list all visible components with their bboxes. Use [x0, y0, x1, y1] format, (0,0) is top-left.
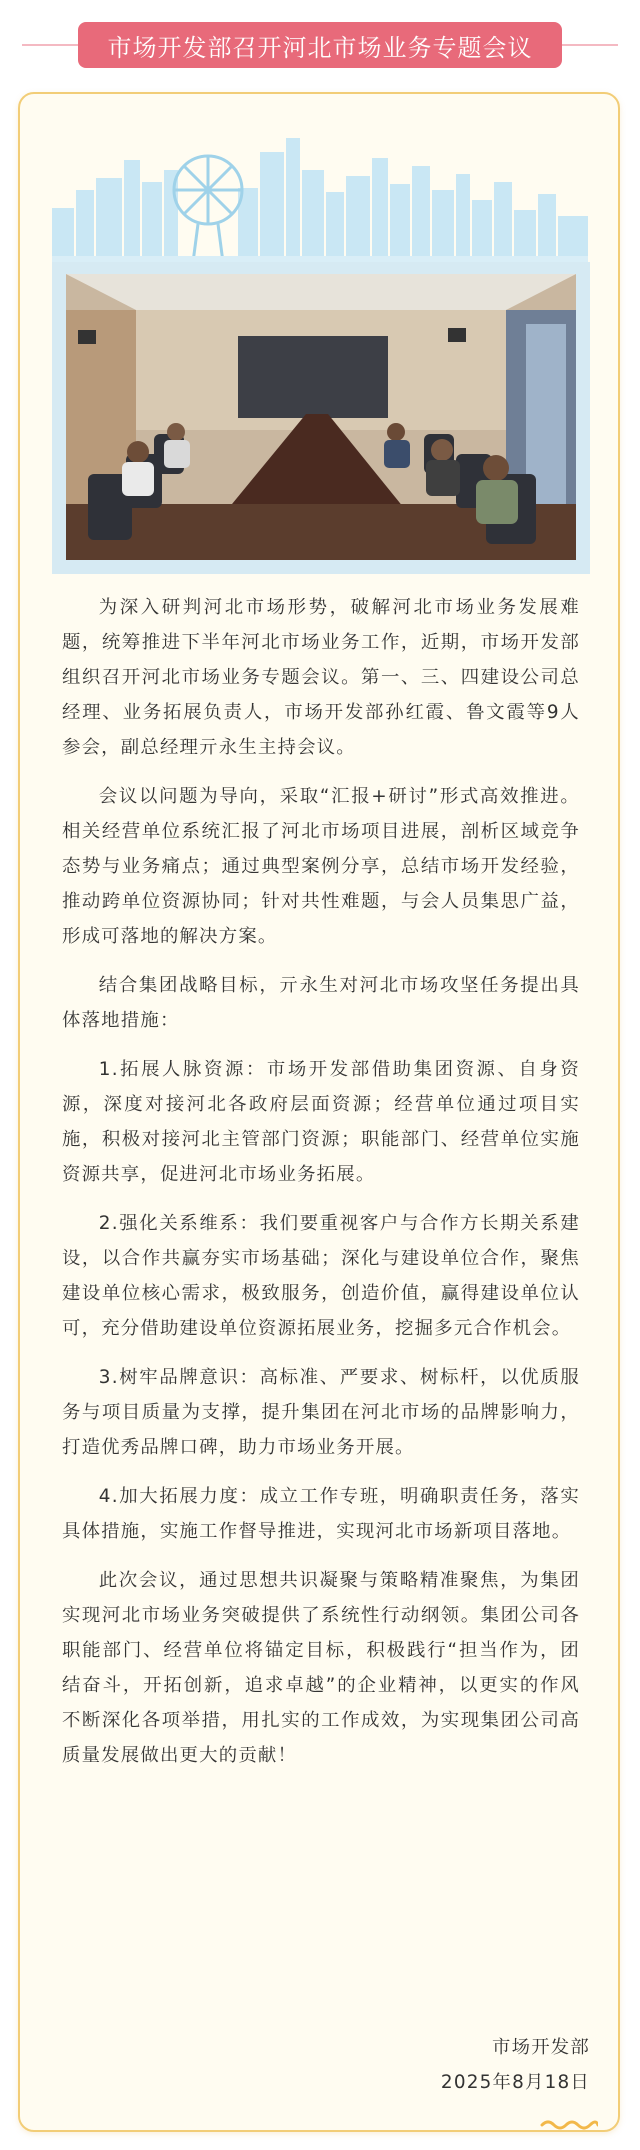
paragraph: 为深入研判河北市场形势，破解河北市场业务发展难题，统筹推进下半年河北市场业务工作，近期，市场开发部组织召开河北市场业务专题会议。第一、三、四建设公司总经理、业务拓展负责人，市场开发部孙红霞、鲁文霞等9人参会，副总经理亓永生主持会议。: [62, 597, 580, 758]
publish-date: 2025年8月18日: [440, 2072, 590, 2093]
paragraph: 1.拓展人脉资源：市场开发部借助集团资源、自身资源，深度对接河北各政府层面资源；经营单位通过项目实施，积极对接河北主管部门资源；职能部门、经营单位实施资源共享，促进河北市场业务拓展。: [62, 1059, 580, 1185]
paragraph: 3.树牢品牌意识：高标准、严要求、树标杆，以优质服务与项目质量为支撑，提升集团在河北市场的品牌影响力，打造优秀品牌口碑，助力市场业务开展。: [62, 1367, 580, 1458]
paragraph: 2.强化关系维系：我们要重视客户与合作方长期关系建设，以合作共赢夯实市场基础；深化与建设单位合作，聚焦建设单位核心需求，极致服务，创造价值，赢得建设单位认可，充分借助建设单位资源拓展业务，挖掘多元合作机会。: [62, 1213, 580, 1339]
decorative-wave-icon: [540, 2118, 598, 2132]
paragraph: 此次会议，通过思想共识凝聚与策略精准聚焦，为集团实现河北市场业务突破提供了系统性行动纲领。集团公司各职能部门、经营单位将锚定目标，积极践行“担当作为，团结奋斗，开拓创新，追求卓越”的企业精神，以更实的作风不断深化各项举措，用扎实的工作成效，为实现集团公司高质量发展做出更大的贡献！: [62, 1570, 580, 1766]
article-body: [62, 590, 580, 1787]
page-title-banner: [78, 22, 562, 68]
paragraph: 4.加大拓展力度：成立工作专班，明确职责任务，落实具体措施，实施工作督导推进，实现河北市场新项目落地。: [62, 1486, 580, 1542]
photo-frame: [52, 262, 590, 574]
paragraph: 会议以问题为导向，采取“汇报+研讨”形式高效推进。相关经营单位系统汇报了河北市场项目进展，剖析区域竞争态势与业务痛点；通过典型案例分享，总结市场开发经验，推动跨单位资源协同；针对共性难题，与会人员集思广益，形成可落地的解决方案。: [62, 786, 580, 947]
city-skyline-illustration: [52, 130, 588, 270]
meeting-room-photo: [66, 274, 576, 560]
paragraph: 结合集团战略目标，亓永生对河北市场攻坚任务提出具体落地措施：: [62, 975, 580, 1031]
signature-block: [441, 2030, 590, 2100]
page-title: 市场开发部召开河北市场业务专题会议: [107, 33, 533, 62]
department-name: 市场开发部: [492, 2037, 590, 2058]
